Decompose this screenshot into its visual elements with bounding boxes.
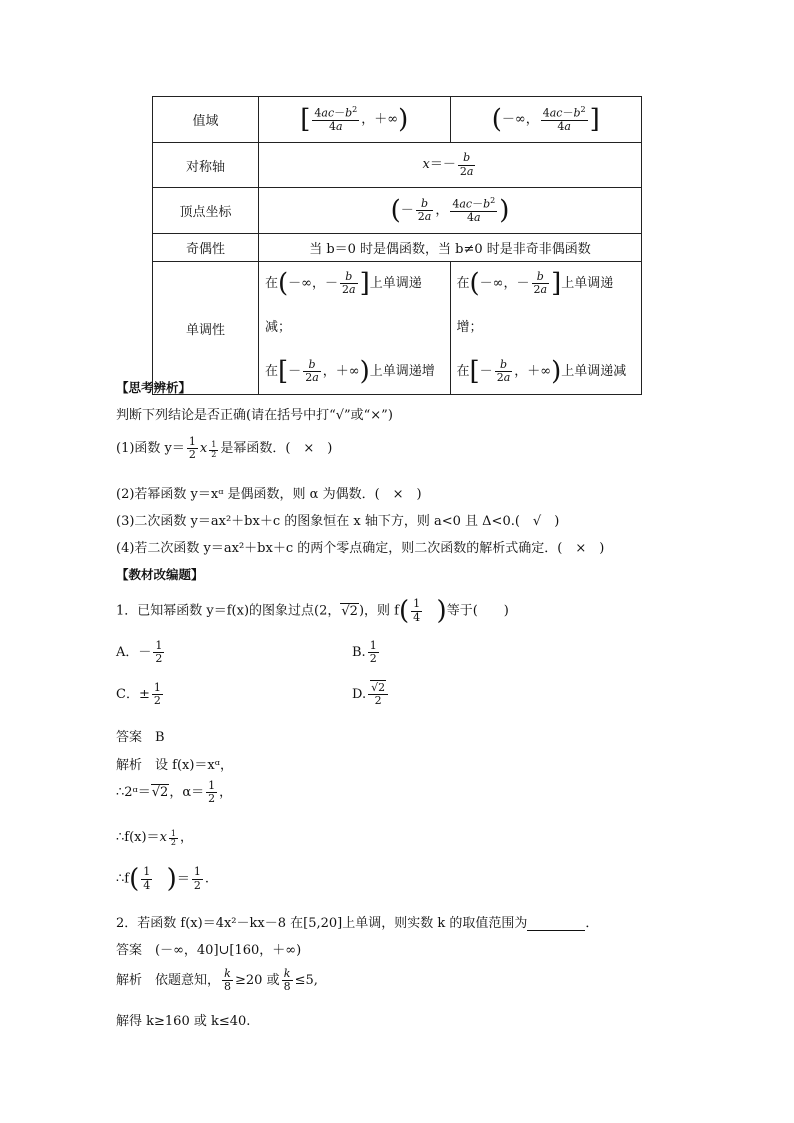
think-q4: (4)若二次函数 y＝ax²＋bx＋c 的两个零点确定，则二次函数的解析式确定．( × ) bbox=[116, 541, 605, 556]
range-row bbox=[153, 97, 642, 143]
vertex-label: 顶点坐标 bbox=[153, 188, 259, 234]
option-c: C．± $\frac{1}{2}$ bbox=[116, 681, 161, 708]
problem1-step2: ∴f(x)＝x $\frac{1}{2}$ ， bbox=[116, 828, 194, 848]
problem1-step1: ∴2ᵅ＝√2，α＝ $\frac{1}{2}$ ， bbox=[116, 779, 233, 806]
think-intro: 判断下列结论是否正确(请在括号中打“√”或“×”) bbox=[116, 408, 393, 423]
think-q3: (3)二次函数 y＝ax²＋bx＋c 的图象恒在 x 轴下方，则 a<0 且 Δ<0.( √ ) bbox=[116, 514, 560, 529]
think-heading: 【思考辨析】 bbox=[116, 380, 192, 395]
monotonic-row bbox=[153, 262, 642, 395]
axis-row bbox=[153, 143, 642, 188]
range-a-positive: [ $\frac{4ac-b^2}{4a}$ ，＋∞) bbox=[259, 97, 451, 143]
problem2-analysis: 解析 依题意知， $\frac{k}{8}$ ≥20 或 $\frac{k}{8}$ ≤5, bbox=[116, 967, 318, 994]
option-b: B. $\frac{1}{2}$ bbox=[352, 639, 377, 666]
textbook-heading: 【教材改编题】 bbox=[116, 567, 204, 582]
parity-label: 奇偶性 bbox=[153, 234, 259, 262]
vertex-row bbox=[153, 188, 642, 234]
axis-formula: x＝－ $\frac{b}{2a}$ bbox=[259, 143, 642, 188]
monotonic-a-positive: 在(－∞，－ $\frac{b}{2a}$ ]上单调递减； 在[－ $\frac{b}{2a}$ ，＋∞)上单调递增 bbox=[259, 262, 451, 395]
option-d: D. $\frac{√2}{2}$ bbox=[352, 682, 390, 707]
problem1-answer: 答案 B bbox=[116, 730, 165, 745]
axis-label: 对称轴 bbox=[153, 143, 259, 188]
quadratic-properties-table bbox=[152, 96, 642, 395]
problem2-answer: 答案 (－∞，40]∪[160，＋∞) bbox=[116, 943, 302, 958]
range-a-negative: (－∞， $\frac{4ac-b^2}{4a}$ ] bbox=[450, 97, 642, 143]
think-q1: (1)函数 y＝ $\frac{1}{2}$ x $\frac{1}{2}$ 是幂函数．( × ) bbox=[116, 435, 333, 462]
problem2-final: 解得 k≥160 或 k≤40. bbox=[116, 1014, 251, 1029]
problem1-stem: 1．已知幂函数 y＝f(x)的图象过点(2，√2)，则 f( $\frac{1}{4}$ )等于( ) bbox=[116, 596, 509, 626]
parity-text: 当 b＝0 时是偶函数，当 b≠0 时是非奇非偶函数 bbox=[259, 234, 642, 262]
problem2-stem: 2．若函数 f(x)＝4x²－kx－8 在[5,20]上单调，则实数 k 的取值范围为 ． bbox=[116, 916, 599, 931]
parity-row bbox=[153, 234, 642, 262]
think-q2: (2)若幂函数 y＝xᵅ 是偶函数，则 α 为偶数．( × ) bbox=[116, 487, 422, 502]
monotonic-a-negative: 在(－∞，－ $\frac{b}{2a}$ ]上单调递增； 在[－ $\frac{b}{2a}$ ，＋∞)上单调递减 bbox=[450, 262, 642, 395]
problem1-step3: ∴f( $\frac{1}{4}$ )＝ $\frac{1}{2}$ . bbox=[116, 864, 209, 894]
vertex-formula: (－ $\frac{b}{2a}$ ， $\frac{4ac-b^2}{4a}$ ) bbox=[259, 188, 642, 234]
option-a: A．－ $\frac{1}{2}$ bbox=[116, 639, 163, 666]
answer-blank bbox=[527, 918, 585, 931]
range-label: 值域 bbox=[153, 97, 259, 143]
monotonic-label: 单调性 bbox=[153, 262, 259, 395]
problem1-analysis: 解析 设 f(x)＝xᵅ， bbox=[116, 758, 233, 773]
